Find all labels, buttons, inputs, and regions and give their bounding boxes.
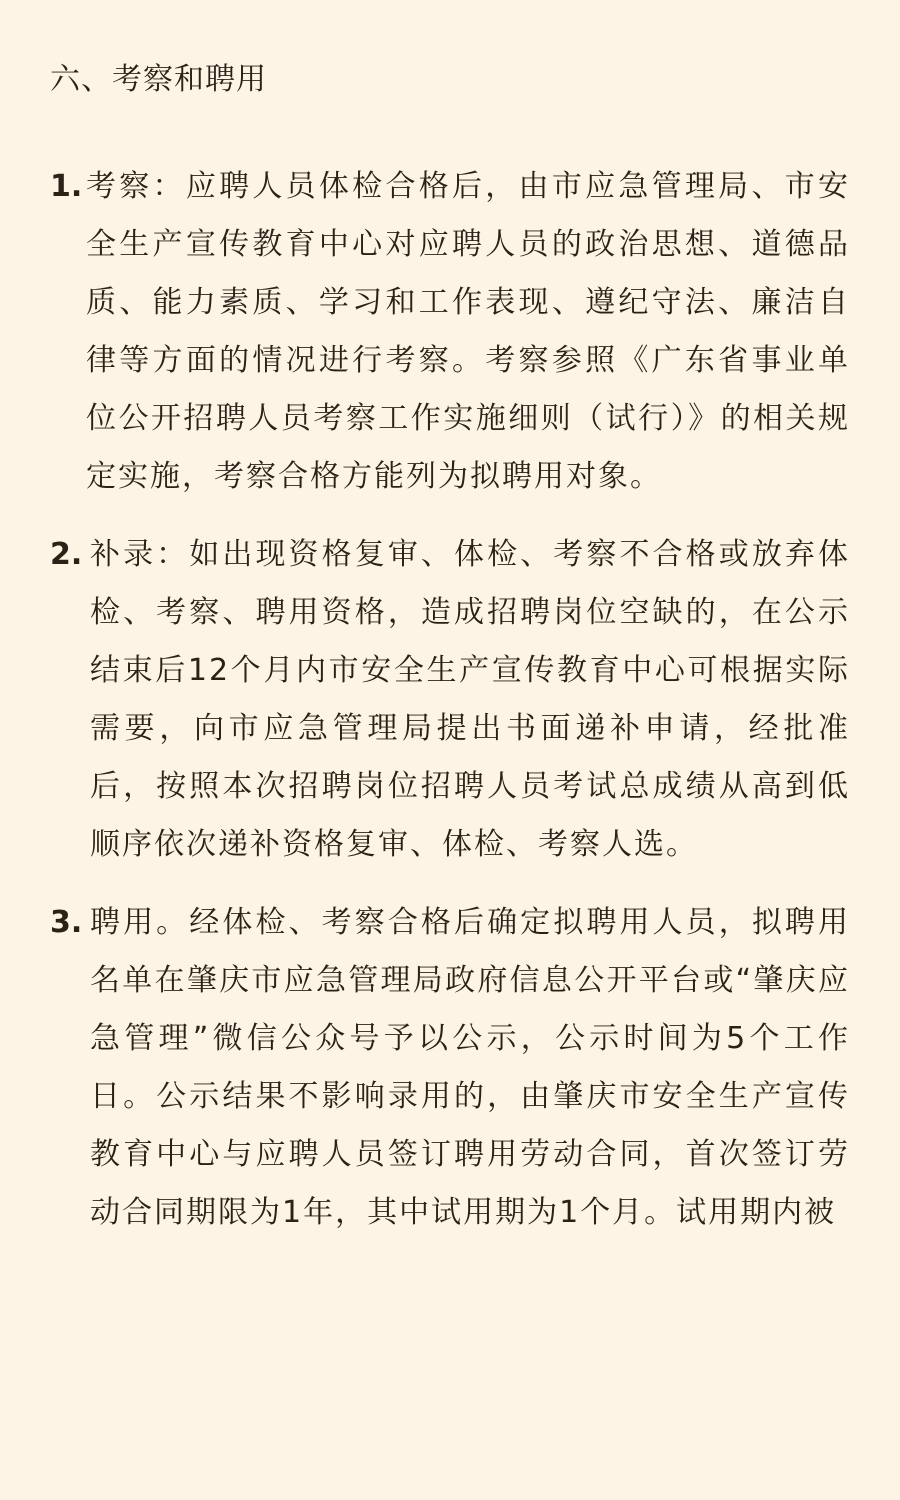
list-item-number: 3. [50,905,83,940]
list-item-text: 考察：应聘人员体检合格后，由市应急管理局、市安全生产宣传教育中心对应聘人员的政治思想、道德品质、能力素质、学习和工作表现、遵纪守法、廉洁自律等方面的情况进行考察。考察参照《广东省事业单位公开招聘人员考察工作实施细则（试行）》的相关规定实施，考察合格方能列为拟聘用对象。 [86,169,850,494]
list-item-inspection [50,158,850,506]
list-item-number: 1. [50,169,83,204]
section-title: 六、考察和聘用 [50,62,267,97]
list-item-text: 聘用。经体检、考察合格后确定拟聘用人员，拟聘用名单在肇庆市应急管理局政府信息公开平台或“肇庆应急管理”微信公众号予以公示，公示时间为5个工作日。公示结果不影响录用的，由肇庆市安全生产宣传教育中心与应聘人员签订聘用劳动合同，首次签订劳动合同期限为1年，其中试用期为1个月。试用期内被 [90,905,850,1230]
list-item-text: 补录：如出现资格复审、体检、考察不合格或放弃体检、考察、聘用资格，造成招聘岗位空缺的，在公示结束后12个月内市安全生产宣传教育中心可根据实际需要，向市应急管理局提出书面递补申请，经批准后，按照本次招聘岗位招聘人员考试总成绩从高到低顺序依次递补资格复审、体检、考察人选。 [90,537,850,862]
numbered-list [50,158,850,1242]
list-item-number: 2. [50,537,83,572]
list-item-supplement [50,526,850,874]
list-item-employment [50,894,850,1242]
